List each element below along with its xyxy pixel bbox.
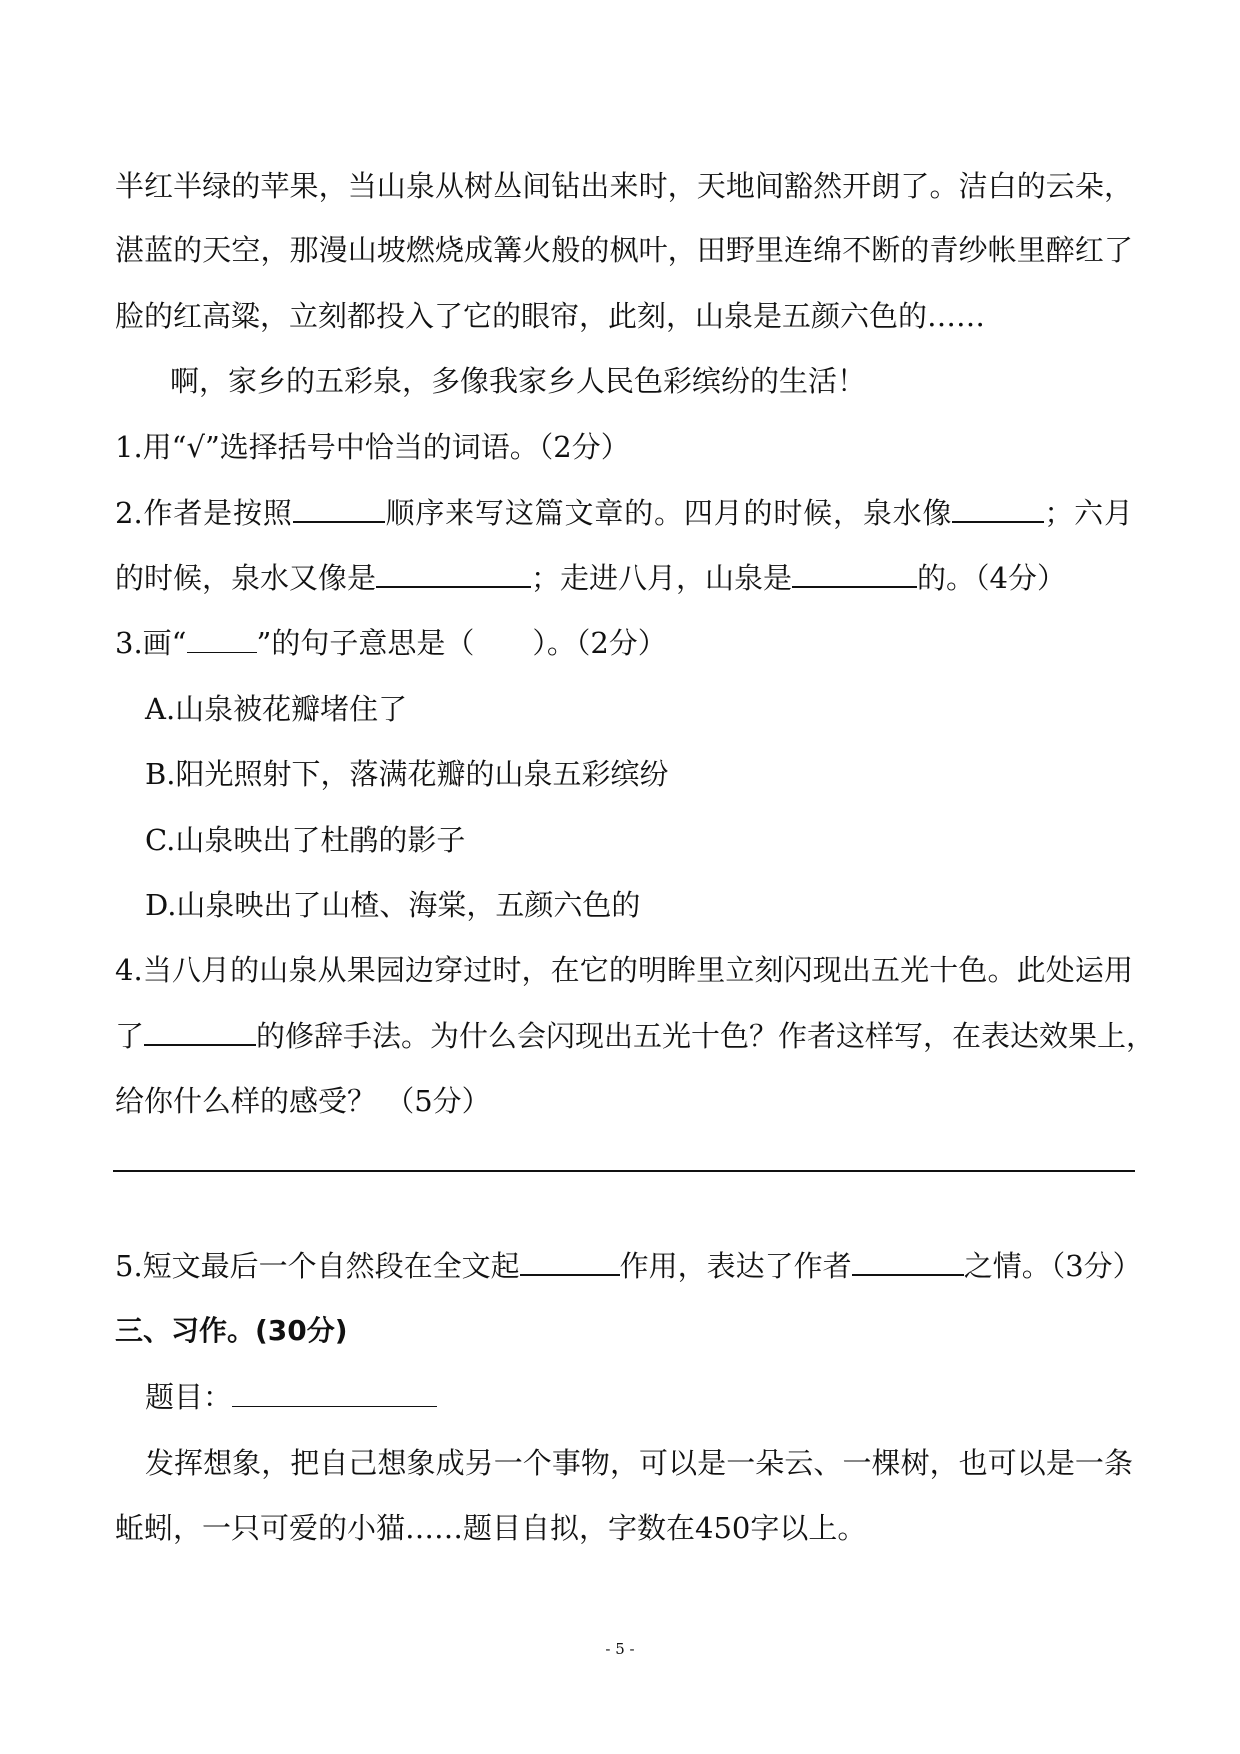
answer-blank[interactable]: [144, 1016, 256, 1046]
underline-sample: [187, 624, 257, 653]
page-number: - 5 -: [605, 1640, 635, 1658]
q2-text: 的时候，泉水又像是: [115, 561, 377, 595]
question-3: [115, 623, 667, 663]
option-d[interactable]: D.山泉映出了山楂、海棠，五颜六色的: [145, 888, 641, 922]
answer-line[interactable]: [113, 1170, 1135, 1172]
q2-text: ；走进八月，山泉是: [531, 561, 793, 595]
passage-last-paragraph: 啊，家乡的五彩泉，多像我家乡人民色彩缤纷的生活！: [170, 364, 867, 398]
q2-text: ；六月: [1044, 496, 1133, 530]
section-heading: 三、习作。(30分): [115, 1314, 348, 1347]
q2-text: 顺序来写这篇文章的。四月的时候，泉水像: [384, 496, 953, 530]
q4-text: 了: [115, 1019, 145, 1053]
question-2-line-1: [115, 493, 1133, 533]
title-input[interactable]: [232, 1378, 437, 1407]
question-4-line-1: 4.当八月的山泉从果园边穿过时，在它的明眸里立刻闪现出五光十色。此处运用: [115, 953, 1133, 987]
answer-blank[interactable]: [293, 493, 385, 523]
q5-text: 之情。（3分）: [963, 1249, 1142, 1283]
composition-prompt: 蚯蚓，一只可爱的小猫……题目自拟，字数在450字以上。: [115, 1511, 867, 1545]
q3-text: ”的句子意思是（ ）。（2分）: [256, 626, 667, 660]
title-label: 题目：: [145, 1380, 233, 1414]
composition-prompt: 发挥想象，把自己想象成另一个事物，可以是一朵云、一棵树，也可以是一条: [145, 1446, 1133, 1480]
q3-text: 3.画“: [115, 626, 187, 660]
answer-blank[interactable]: [852, 1246, 964, 1276]
question-1: 1.用“√”选择括号中恰当的词语。（2分）: [115, 430, 630, 464]
question-4-line-3: 给你什么样的感受？ （5分）: [115, 1084, 491, 1118]
passage-line: 脸的红高粱，立刻都投入了它的眼帘，此刻，山泉是五颜六色的……: [115, 299, 986, 333]
option-c[interactable]: C.山泉映出了杜鹃的影子: [145, 823, 466, 857]
answer-blank[interactable]: [520, 1246, 620, 1276]
question-4-line-2: [115, 1016, 1156, 1056]
q2-text: 的。（4分）: [917, 561, 1066, 595]
passage-line: 湛蓝的天空，那漫山坡燃烧成篝火般的枫叶，田野里连绵不断的青纱帐里醉红了: [115, 233, 1133, 267]
q2-text: 2.作者是按照: [115, 496, 293, 530]
question-2-line-2: [115, 558, 1066, 598]
passage-line: 半红半绿的苹果，当山泉从树丛间钻出来时，天地间豁然开朗了。洁白的云朵，: [115, 169, 1133, 203]
answer-blank[interactable]: [952, 493, 1044, 523]
composition-title-row: [145, 1377, 437, 1417]
answer-blank[interactable]: [376, 558, 531, 588]
option-b[interactable]: B.阳光照射下，落满花瓣的山泉五彩缤纷: [145, 757, 669, 791]
answer-blank[interactable]: [792, 558, 917, 588]
q4-text: 的修辞手法。为什么会闪现出五光十色？作者这样写，在表达效果上，: [256, 1019, 1156, 1053]
q5-text: 5.短文最后一个自然段在全文起: [115, 1249, 520, 1283]
option-a[interactable]: A.山泉被花瓣堵住了: [145, 692, 408, 726]
q5-text: 作用，表达了作者: [619, 1249, 852, 1283]
question-5: [115, 1246, 1142, 1286]
